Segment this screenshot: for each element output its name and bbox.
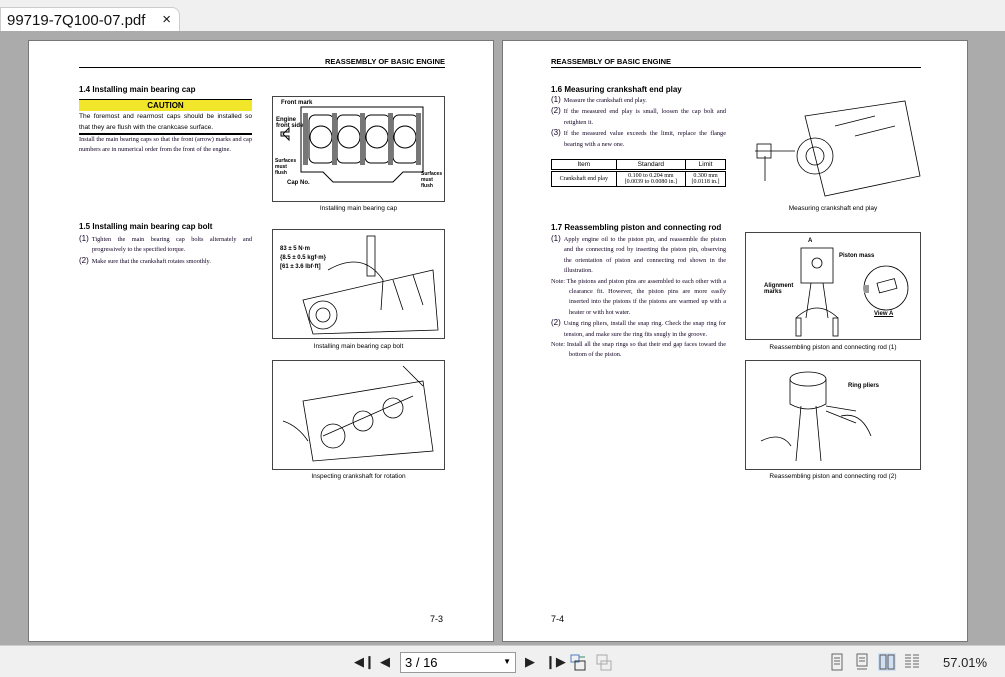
document-viewer[interactable] bbox=[0, 31, 1005, 645]
page-number-select[interactable] bbox=[400, 652, 516, 673]
steps-list bbox=[79, 234, 252, 267]
navigation-toolbar bbox=[0, 645, 1005, 677]
step-item: (1) Measure the crankshaft end play. bbox=[551, 95, 647, 104]
close-tab-icon[interactable]: × bbox=[162, 11, 171, 28]
figure-piston-rod-1 bbox=[745, 232, 921, 340]
end-play-spec-table bbox=[551, 159, 726, 187]
body-text: Install the main bearing caps so that the front (arrow) marks and cap numbers are in numerical order from the front of the engine. bbox=[79, 136, 252, 154]
label-engine-front: Engine front side bbox=[276, 117, 304, 129]
page-number-value: 3 / 16 bbox=[405, 655, 438, 670]
copy-view-icon[interactable] bbox=[596, 653, 614, 671]
table-header: Item bbox=[552, 160, 617, 171]
first-page-icon[interactable]: ◀❙ bbox=[354, 654, 375, 669]
torque-value-kgf: {8.5 ± 0.5 kgf·m} bbox=[280, 255, 326, 261]
step-item: (1) Apply engine oil to the piston pin, and reassemble the piston and the connecting rod by inserting the piston pin, observing the orientation of piston and connecting rod shown in the illustration. bbox=[551, 234, 726, 275]
section-1-7-body bbox=[551, 234, 726, 361]
page-7-4 bbox=[502, 40, 968, 642]
running-header: REASSEMBLY OF BASIC ENGINE bbox=[551, 57, 921, 68]
chevron-down-icon[interactable]: ▼ bbox=[503, 657, 511, 666]
facing-view-icon[interactable] bbox=[878, 653, 896, 671]
running-header: REASSEMBLY OF BASIC ENGINE bbox=[79, 57, 445, 68]
step-item: (2) Make sure that the crankshaft rotates smoothly. bbox=[79, 255, 211, 265]
section-title-1-4: 1.4 Installing main bearing cap bbox=[79, 85, 196, 94]
continuous-facing-view-icon[interactable] bbox=[903, 653, 921, 671]
torque-value-lbf: [61 ± 3.6 lbf·ft] bbox=[280, 264, 321, 270]
note: Note: Install all the snap rings so that their end gap faces toward the bottom of the piston. bbox=[551, 341, 726, 359]
label-a: A bbox=[808, 238, 813, 244]
figure-caption: Installing main bearing cap bbox=[319, 205, 398, 212]
caution-text: The foremost and rearmost caps should be installed so that they are flush with the crankcase surface. bbox=[79, 111, 252, 135]
last-page-icon[interactable]: ❙▶ bbox=[545, 654, 566, 669]
section-title-1-6: 1.6 Measuring crankshaft end play bbox=[551, 85, 682, 94]
tab-title: 99719-7Q100-07.pdf bbox=[7, 12, 146, 29]
label-view-a: View A bbox=[874, 311, 894, 317]
section-title-1-7: 1.7 Reassembling piston and connecting rod bbox=[551, 223, 722, 232]
step-item: (1) Tighten the main bearing cap bolts alternately and progressively to the specified torque. bbox=[79, 234, 252, 254]
table-row: Crankshaft end play 0.100 to 0.204 mm [0.0039 to 0.0080 in.] 0.300 mm [0.0118 in.] bbox=[552, 171, 726, 187]
figure-caption: Inspecting crankshaft for rotation bbox=[311, 473, 406, 480]
figure-piston-rod-2 bbox=[745, 360, 921, 470]
page-7-3 bbox=[28, 40, 494, 642]
document-tab[interactable] bbox=[0, 7, 180, 31]
figure-caption: Measuring crankshaft end play bbox=[788, 205, 878, 212]
torque-value-nm: 83 ± 5 N·m bbox=[280, 246, 310, 252]
figure-main-bearing-cap bbox=[272, 96, 445, 202]
label-front-mark: Front mark bbox=[281, 100, 313, 106]
table-header: Standard bbox=[616, 160, 685, 171]
figure-caption: Installing main bearing cap bolt bbox=[313, 343, 404, 350]
label-piston-mass: Piston mass bbox=[839, 253, 875, 259]
step-item: (2) If the measured end play is small, loosen the cap bolt and retighten it. bbox=[551, 106, 726, 126]
figure-caption: Reassembling piston and connecting rod (2) bbox=[769, 473, 897, 480]
label-surfaces-left: Surfaces must flush bbox=[275, 158, 297, 176]
page-number: 7-3 bbox=[430, 614, 444, 624]
page-number: 7-4 bbox=[551, 614, 565, 624]
previous-page-icon[interactable]: ◀ bbox=[380, 654, 390, 669]
figure-end-play bbox=[745, 96, 921, 202]
ring-pliers-drawing bbox=[746, 361, 920, 469]
label-surfaces-right: Surfaces must flush bbox=[421, 171, 443, 189]
step-item: (3) If the measured value exceeds the limit, replace the flange bearing with a new one. bbox=[551, 128, 726, 148]
caution-box bbox=[79, 99, 252, 135]
tab-bar bbox=[0, 0, 1005, 31]
single-page-view-icon[interactable] bbox=[828, 653, 846, 671]
figure-crankshaft-rotation bbox=[272, 360, 445, 470]
next-page-icon[interactable]: ▶ bbox=[525, 654, 535, 669]
crankshaft-rotation-drawing bbox=[273, 361, 444, 469]
label-alignment-marks: Alignment marks bbox=[764, 283, 794, 295]
zoom-level[interactable]: 57.01% bbox=[943, 655, 988, 670]
table-header: Limit bbox=[686, 160, 726, 171]
label-ring-pliers: Ring pliers bbox=[848, 383, 880, 389]
caution-label: CAUTION bbox=[79, 99, 252, 111]
continuous-view-icon[interactable] bbox=[853, 653, 871, 671]
note: Note: The pistons and piston pins are assembled to each other with a clearance fit. However, the piston pins are more easily inserted into the pistons if the pistons are warmed up with a heater or with hot water. bbox=[551, 277, 726, 316]
figure-cap-bolt bbox=[272, 229, 445, 339]
section-title-1-5: 1.5 Installing main bearing cap bolt bbox=[79, 222, 213, 231]
step-item: (2) Using ring pliers, install the snap ring. Check the snap ring for tension, and make sure the ring fits snugly in the groove. bbox=[551, 318, 726, 338]
label-cap-no: Cap No. bbox=[287, 180, 310, 186]
rotate-view-icon[interactable] bbox=[570, 653, 588, 671]
steps-list bbox=[551, 95, 726, 150]
figure-caption: Reassembling piston and connecting rod (1) bbox=[769, 344, 897, 351]
end-play-drawing bbox=[745, 96, 921, 202]
